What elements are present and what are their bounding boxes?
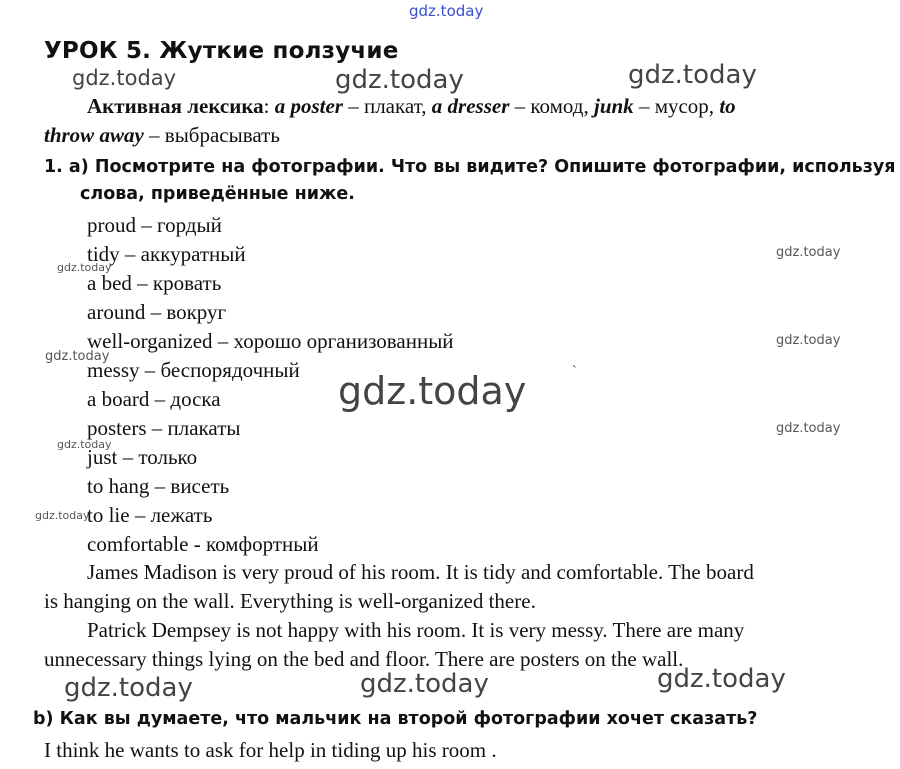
vocab-term: to	[719, 94, 736, 118]
vocab-def: – комод,	[509, 94, 594, 118]
vocab-item: posters – плакаты	[87, 416, 241, 440]
watermark: gdz.today	[360, 669, 489, 699]
watermark: gdz.today	[64, 673, 193, 703]
vocab-item: to lie – лежать	[87, 503, 213, 527]
active-vocab-label: Активная лексика	[87, 94, 264, 118]
vocab-item: around – вокруг	[87, 300, 227, 324]
vocab-item: proud – гордый	[87, 213, 222, 237]
paragraph-1-line1: James Madison is very proud of his room. It is tidy and comfortable. The board	[87, 560, 754, 584]
watermark: gdz.today	[335, 65, 464, 95]
watermark: gdz.today	[628, 60, 757, 90]
watermark: gdz.today	[657, 664, 786, 694]
watermark-center: gdz.today	[338, 369, 527, 413]
active-vocab-line2	[44, 121, 280, 150]
paragraph-2-line2: unnecessary things lying on the bed and floor. There are posters on the wall.	[44, 647, 684, 671]
active-vocab-line1: Активная лексика: a poster – плакат, a dresser – комод, junk – мусор, to	[87, 94, 736, 118]
vocab-def: – мусор,	[633, 94, 720, 118]
vocab-term: a dresser	[431, 94, 510, 118]
task-a-instruction: 1. а) Посмотрите на фотографии. Что вы видите? Опишите фотографии, используя	[44, 157, 896, 177]
vocab-item: to hang – висеть	[87, 474, 230, 498]
watermark: gdz.today	[57, 438, 112, 451]
lesson-title: УРОК 5. Жуткие ползучие	[44, 38, 399, 64]
vocab-term: junk	[593, 94, 634, 118]
watermark: gdz.today	[45, 349, 110, 364]
vocab-def: – плакат,	[342, 94, 432, 118]
watermark: gdz.today	[35, 509, 90, 522]
paragraph-1-line2: is hanging on the wall. Everything is well-organized there.	[44, 589, 536, 613]
vocab-item: a board – доска	[87, 387, 221, 411]
vocab-item: a bed – кровать	[87, 271, 222, 295]
vocab-def: – выбрасывать	[143, 123, 280, 147]
watermark-top: gdz.today	[409, 2, 484, 20]
watermark: gdz.today	[57, 261, 112, 274]
vocab-item: messy – беспорядочный	[87, 358, 300, 382]
task-a-instruction-cont: слова, приведённые ниже.	[80, 184, 355, 204]
stray-mark: `	[572, 364, 577, 379]
task-b-answer: I think he wants to ask for help in tiding up his room .	[44, 738, 497, 762]
vocab-term: throw away	[44, 123, 144, 147]
vocab-item: comfortable - комфортный	[87, 532, 319, 556]
vocab-item: just – только	[87, 445, 198, 469]
task-b-instruction: b) Как вы думаете, что мальчик на второй фотографии хочет сказать?	[33, 709, 758, 729]
watermark: gdz.today	[776, 333, 841, 348]
watermark: gdz.today	[72, 66, 177, 90]
vocab-item: well-organized – хорошо организованный	[87, 329, 454, 353]
watermark: gdz.today	[776, 421, 841, 436]
vocab-term: a poster	[274, 94, 343, 118]
vocab-item: tidy – аккуратный	[87, 242, 246, 266]
paragraph-2-line1: Patrick Dempsey is not happy with his room. It is very messy. There are many	[87, 618, 745, 642]
watermark: gdz.today	[776, 245, 841, 260]
